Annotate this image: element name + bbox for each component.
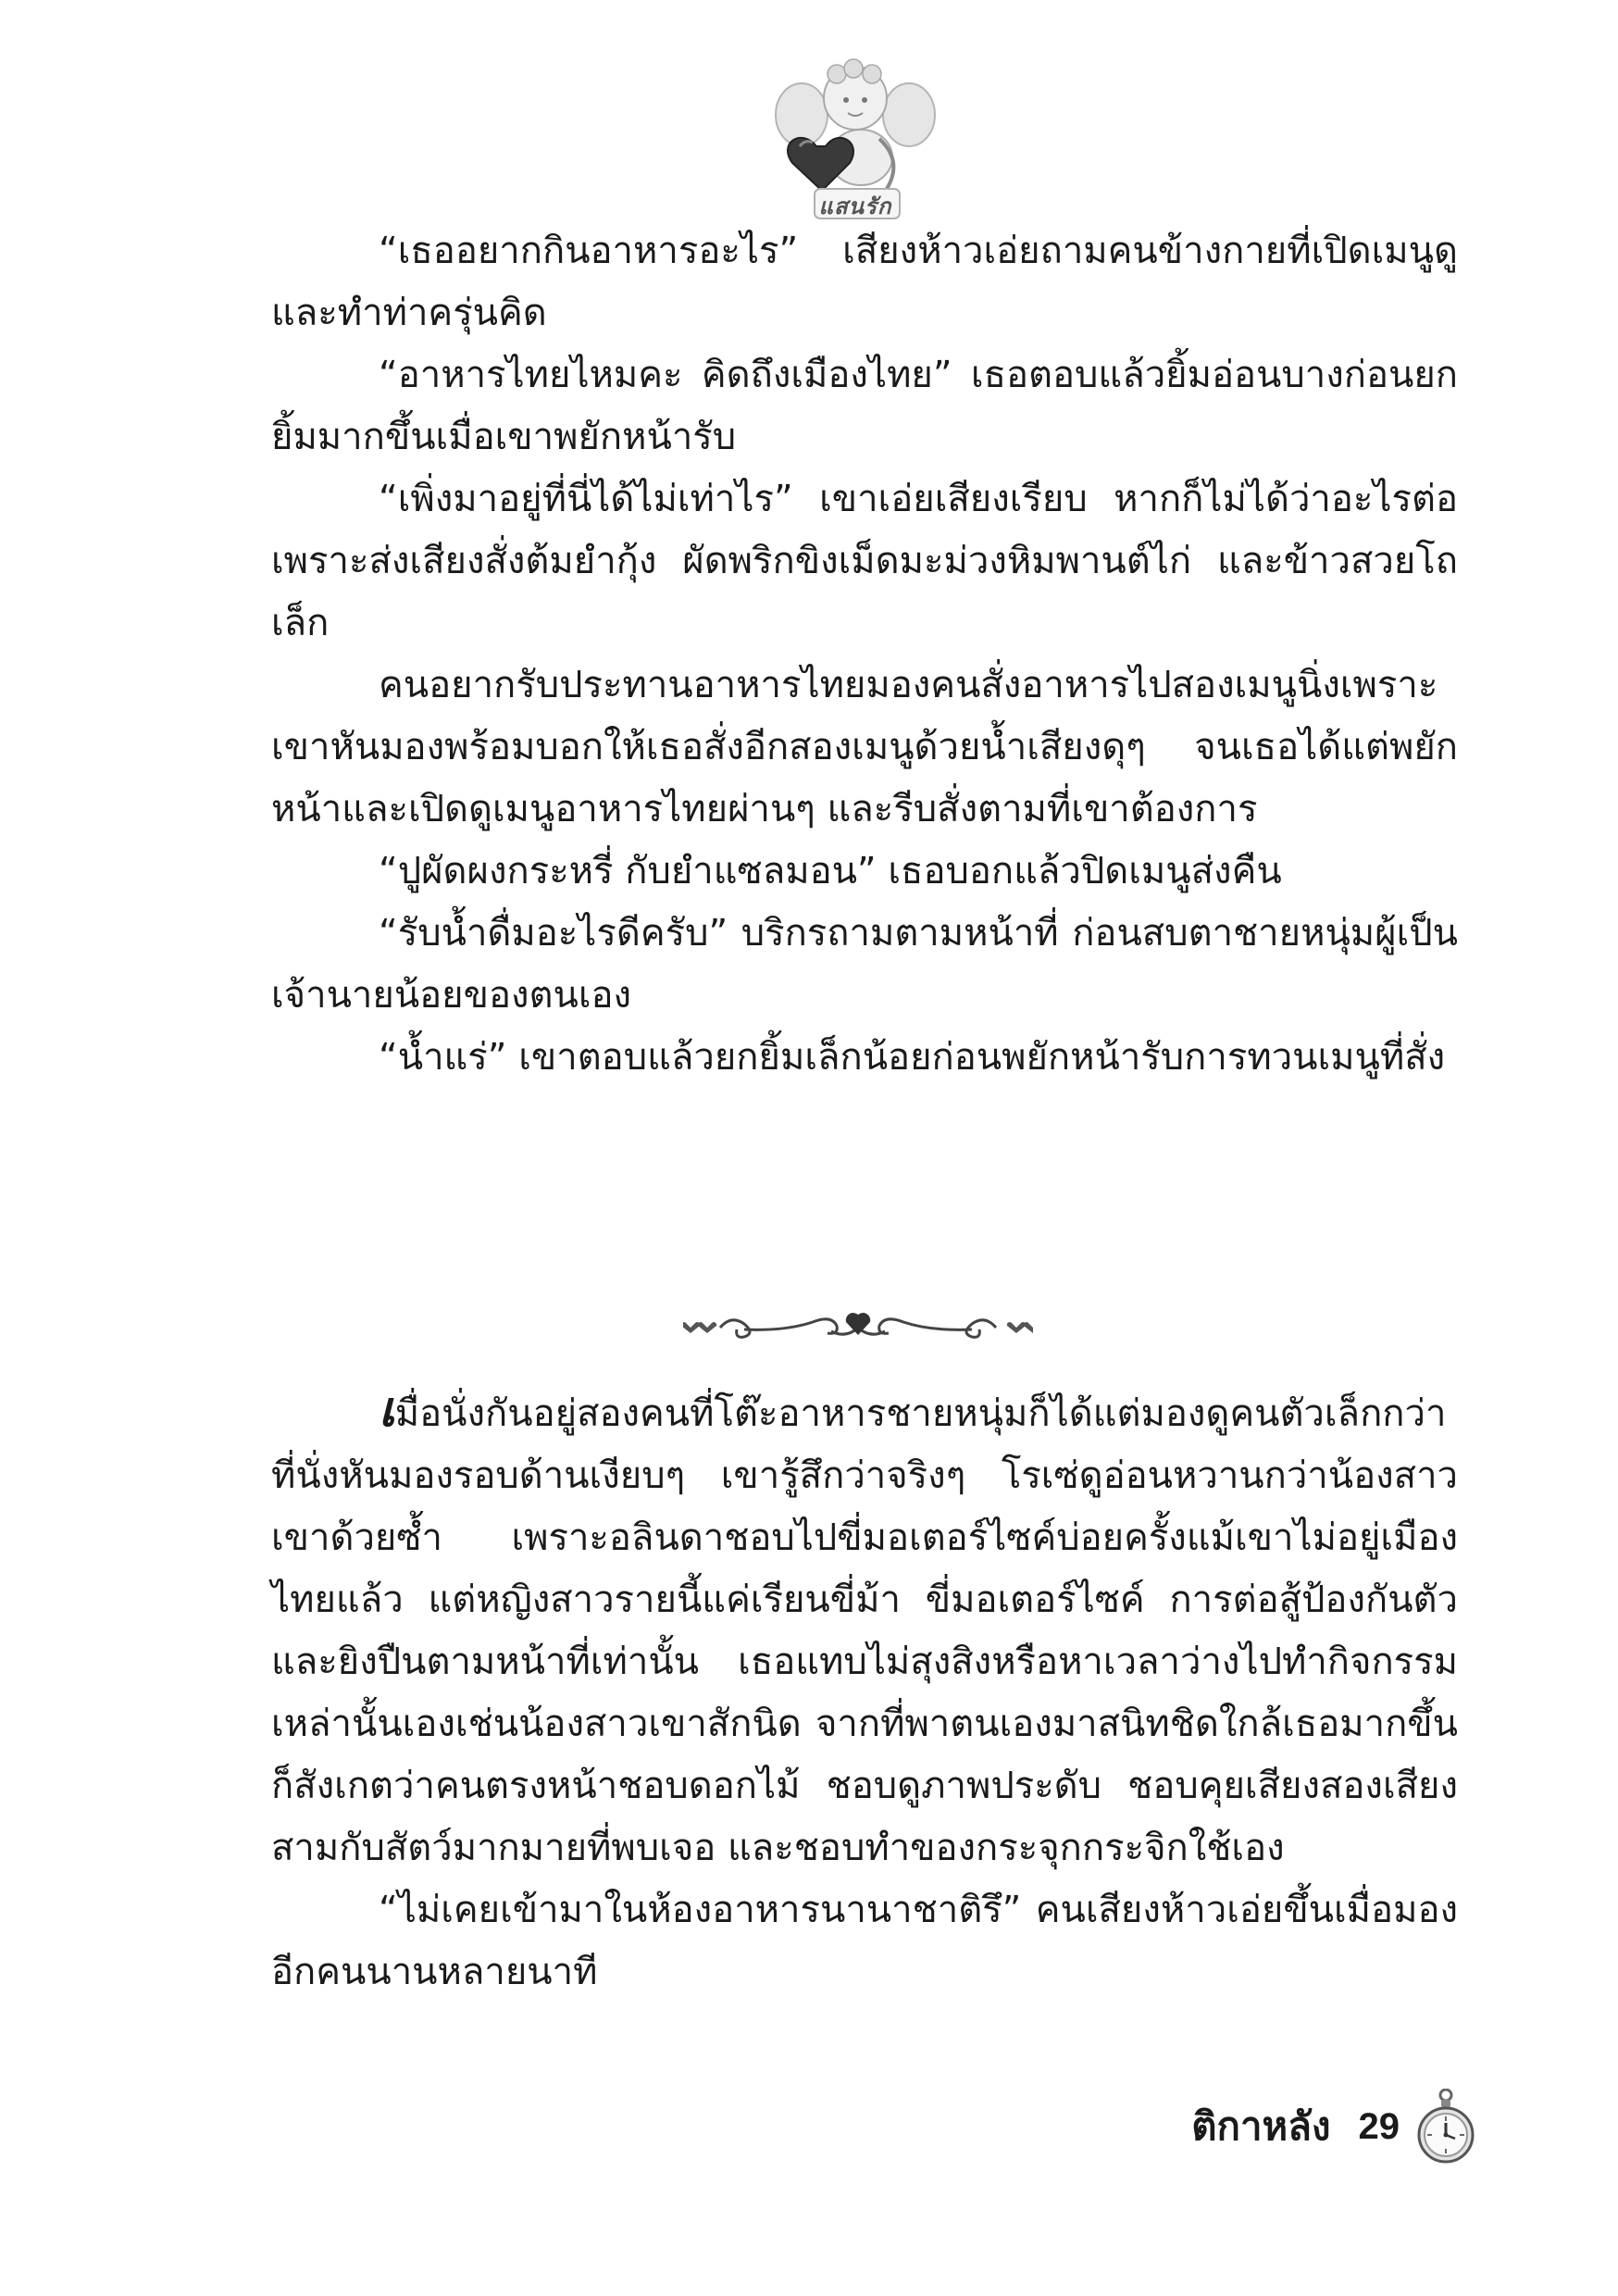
cupid-heart-icon xyxy=(765,50,946,226)
paragraph-text: มื่อนั่งกันอยู่สองคนที่โต๊ะอาหารชายหนุ่มก็ได้แต่มองดูคนตัวเล็กกว่าที่นั่งหันมองรอบด้านเงียบๆ เขารู้สึกว่าจริงๆ โรเซ่ดูอ่อนหวานกว่าน้องสาวเขาด้วยซ้ำ เพราะอลินดาชอบไปขี่มอเตอร์ไซค์บ่อยครั้งแม้เขาไม่อยู่เมืองไทยแล้ว แต่หญิงสาวรายนี้แค่เรียนขี่ม้า ขี่มอเตอร์ไซค์ การต่อสู้ป้องกันตัว และยิงปืนตามหน้าที่เท่านั้น เธอแทบไม่สุงสิงหรือหาเวลาว่างไปทำกิจกรรมเหล่านั้นเองเช่นน้องสาวเขาสักนิด จากที่พาตนเองมาสนิทชิดใกล้เธอมากขึ้นก็สังเกตว่าคนตรงหน้าชอบดอกไม้ ชอบดูภาพประดับ ชอบคุยเสียงสองเสียงสามกับสัตว์มากมายที่พบเจอ และชอบทำของกระจุกกระจิกใช้เอง xyxy=(271,1392,1458,1869)
paragraph: “รับน้ำดื่มอะไรดีครับ” บริกรถามตามหน้าที่ ก่อนสบตาชายหนุ่มผู้เป็นเจ้านายน้อยของตนเอง xyxy=(271,912,1458,1017)
book-title: ติกาหลัง xyxy=(1191,2103,1331,2149)
paragraph: “เพิ่งมาอยู่ที่นี่ได้ไม่เท่าไร” เขาเอ่ยเสียงเรียบ หากก็ไม่ได้ว่าอะไรต่อเพราะส่งเสียงสั่งต้มยำกุ้ง ผัดพริกขิงเม็ดมะม่วงหิมพานต์ไก่ และข้าวสวยโถเล็ก xyxy=(271,478,1458,644)
paragraph: “น้ำแร่” เขาตอบแล้วยกยิ้มเล็กน้อยก่อนพยักหน้ารับการทวนเมนูที่สั่ง xyxy=(379,1036,1446,1079)
page-footer xyxy=(1191,2089,1475,2165)
pocket-watch-icon xyxy=(1416,2089,1475,2165)
text-block-before-break xyxy=(271,220,1458,1089)
paragraph: “อาหารไทยไหมคะ คิดถึงเมืองไทย” เธอตอบแล้วยิ้มอ่อนบางก่อนยกยิ้มมากขึ้นเมื่อเขาพยักหน้ารับ xyxy=(271,354,1458,458)
paragraph: คนอยากรับประทานอาหารไทยมองคนสั่งอาหารไปสองเมนูนิ่งเพราะเขาหันมองพร้อมบอกให้เธอสั่งอีกสองเมนูด้วยน้ำเสียงดุๆ จนเธอได้แต่พยักหน้าและเปิดดูเมนูอาหารไทยผ่านๆ และรีบสั่งตามที่เขาต้องการ xyxy=(271,664,1458,830)
drop-cap: เ xyxy=(379,1381,395,1438)
paragraph: “ไม่เคยเข้ามาในห้องอาหารนานาชาติรึ” คนเสียงห้าวเอ่ยขึ้นเมื่อมองอีกคนนานหลายนาที xyxy=(271,1889,1458,1993)
paragraph: “เธออยากกินอาหารอะไร” เสียงห้าวเอ่ยถามคนข้างกายที่เปิดเมนูดูและทำท่าครุ่นคิด xyxy=(271,230,1458,334)
logo-text: แสนรัก xyxy=(818,193,892,219)
paragraph: “ปูผัดผงกระหรี่ กับยำแซลมอน” เธอบอกแล้วปิดเมนูส่งคืน xyxy=(379,850,1282,892)
text-block-after-break xyxy=(271,1383,1458,2003)
paragraph xyxy=(271,1383,1458,1879)
page-number: 29 xyxy=(1358,2105,1400,2147)
heart-flourish-divider-icon xyxy=(683,1304,1033,1352)
